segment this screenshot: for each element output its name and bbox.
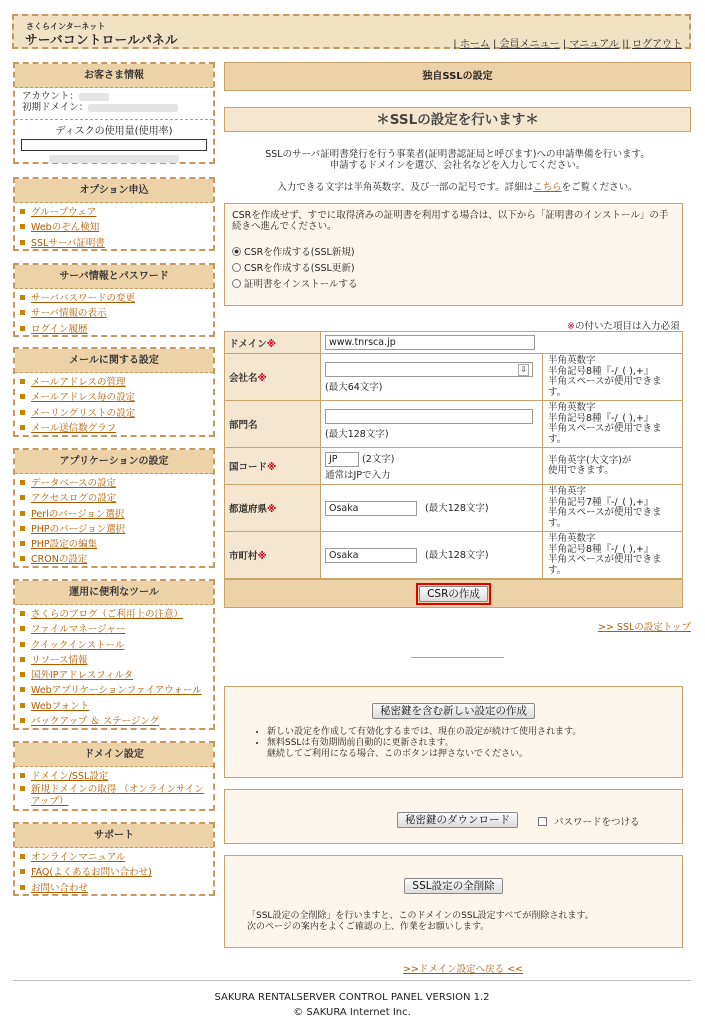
- sidebar-item-groupware[interactable]: グループウェア: [20, 205, 209, 220]
- domain-select[interactable]: www.tnrsca.jp: [325, 335, 535, 350]
- sidebar-item-new-domain[interactable]: 新規ドメインの取得 （オンラインサインアップ）: [20, 784, 209, 809]
- sidebar-item-php-config[interactable]: PHP設定の編集: [20, 537, 209, 552]
- note-line: 半角スペースが使用できます。: [548, 423, 662, 445]
- sidebar-item-online-manual[interactable]: オンラインマニュアル: [20, 850, 209, 865]
- intro-line-3-end: をご覧ください。: [561, 182, 638, 193]
- delete-note-2: 次のページの案内をよくご確認の上、作業をお願いします。: [247, 922, 490, 932]
- account-value-redacted: [79, 93, 109, 101]
- sidebar-item-ssl-cert[interactable]: SSLサーバ証明書: [20, 236, 209, 251]
- footer-copyright: © SAKURA Internet Inc.: [293, 1007, 411, 1018]
- sidebar-item-perl-version[interactable]: Perlのバージョン選択: [20, 507, 209, 522]
- tools-panel: [13, 579, 215, 730]
- required-mark: ※: [266, 338, 276, 350]
- sidebar-item-mailing-list[interactable]: メーリングリストの設定: [20, 406, 209, 421]
- company-label: [225, 354, 321, 401]
- dept-input[interactable]: [325, 409, 533, 424]
- sidebar-item-cron[interactable]: CRONの設定: [20, 552, 209, 567]
- csr-notice: CSRを作成せず、すでに取得済みの証明書を利用する場合は、以下から「証明書のインストール」の手続きへ進んでください。: [232, 210, 669, 232]
- dept-cell: [321, 401, 543, 448]
- note-line: 半角英数字: [548, 533, 596, 544]
- sidebar-item-quick-install[interactable]: クイックインストール: [20, 638, 209, 653]
- domain-label: 初期ドメイン：: [22, 102, 89, 113]
- note-line: 半角スペースが使用できます。: [548, 507, 662, 529]
- ssl-top-link[interactable]: >> SSLの設定トップ: [597, 622, 691, 633]
- new-key-notes: [267, 727, 682, 749]
- radio-install-cert-label: 証明書をインストールする: [244, 279, 358, 290]
- top-header: [12, 14, 691, 49]
- download-box: [224, 789, 683, 844]
- nav-home[interactable]: ホーム: [459, 39, 490, 50]
- password-checkbox[interactable]: [538, 817, 547, 826]
- divider: [411, 657, 504, 658]
- required-mark: ※: [267, 504, 277, 515]
- country-label: [225, 448, 321, 485]
- city-note: [543, 532, 683, 579]
- new-key-box: [224, 686, 683, 778]
- company-hint: (最大64文字): [325, 381, 383, 393]
- country-hint: (2文字): [362, 454, 395, 465]
- mail-settings-title: メールに関する設定: [15, 349, 213, 373]
- dept-hint: (最大128文字): [325, 428, 389, 440]
- country-label-text: 国コード: [229, 462, 268, 473]
- note-line: 半角英字(大文字)が: [548, 454, 632, 466]
- download-key-button[interactable]: 秘密鍵のダウンロード: [397, 812, 518, 828]
- pref-cell: [321, 485, 543, 532]
- tools-title: 運用に便利なツール: [15, 581, 213, 605]
- note-line: 半角記号8種『-/_( ),+』: [548, 365, 654, 377]
- support-title: サポート: [15, 824, 213, 848]
- sidebar-item-mail-per-address[interactable]: メールアドレス毎の設定: [20, 390, 209, 405]
- delete-note-1: 「SSL設定の全削除」を行いますと、このドメインのSSL設定すべてが削除されます。: [247, 911, 594, 921]
- city-cell: [321, 532, 543, 579]
- country-input[interactable]: JP: [325, 452, 359, 467]
- note-line: 半角スペースが使用できます。: [548, 554, 662, 576]
- note-line: 半角記号8種『-/_( ),+』: [548, 543, 654, 555]
- sidebar-item-blog[interactable]: さくらのブログ（ご利用上の注意）: [20, 607, 209, 622]
- radio-off-icon[interactable]: [232, 263, 241, 272]
- domain-value-redacted: [88, 104, 178, 112]
- domain-label: [225, 332, 321, 354]
- required-mark: ※: [267, 462, 277, 473]
- sidebar-item-faq[interactable]: FAQ(よくあるお問い合わせ): [20, 865, 209, 880]
- customer-info-panel: [13, 62, 215, 164]
- company-input[interactable]: [325, 362, 533, 377]
- note-line: 半角英数字: [548, 355, 596, 366]
- customer-info-title: お客さま情報: [15, 64, 213, 88]
- radio-csr-new-label: CSRを作成する(SSL新規): [244, 247, 355, 258]
- city-label-text: 市町村: [229, 551, 258, 562]
- pref-label: [225, 485, 321, 532]
- company-note: [543, 354, 683, 401]
- support-panel: [13, 822, 215, 896]
- sidebar-item-contact[interactable]: お問い合わせ: [20, 881, 209, 896]
- nav-manual[interactable]: マニュアル: [569, 39, 619, 50]
- create-csr-button[interactable]: CSRの作成: [419, 586, 488, 602]
- pref-label-text: 都道府県: [229, 504, 268, 515]
- intro-line-1: SSLのサーバ証明書発行を行う事業者(証明書認証局と呼びます)への申請準備を行います。: [265, 149, 650, 160]
- sidebar-item-backup[interactable]: バックアップ ＆ ステージング: [20, 714, 209, 729]
- sidebar-item-file-manager[interactable]: ファイルマネージャー: [20, 622, 209, 637]
- radio-csr-renew[interactable]: [232, 261, 675, 277]
- create-new-key-button[interactable]: 秘密鍵を含む新しい設定の作成: [372, 703, 535, 719]
- options-panel: [13, 177, 215, 251]
- note-line: 使用できます。: [548, 465, 614, 476]
- sidebar-item-php-version[interactable]: PHPのバージョン選択: [20, 522, 209, 537]
- city-input[interactable]: Osaka: [325, 548, 417, 563]
- csr-option-box: [224, 203, 683, 306]
- sidebar-item-access-log[interactable]: アクセスログの設定: [20, 491, 209, 506]
- details-link[interactable]: こちら: [533, 182, 562, 193]
- app-settings-title: アプリケーションの設定: [15, 450, 213, 474]
- sidebar-item-web-font[interactable]: Webフォント: [20, 699, 209, 714]
- footer: [13, 980, 691, 1020]
- note-item: • 無料SSLは有効期間前自動的に更新されます。: [267, 738, 682, 749]
- note-item: • 新しい設定を作成して有効化するまでは、現在の設定が続けて使用されます。: [267, 727, 682, 738]
- pref-input[interactable]: Osaka: [325, 501, 417, 516]
- server-info-title: サーバ情報とパスワード: [15, 265, 213, 289]
- required-mark: ※: [257, 551, 267, 562]
- dept-note: [543, 401, 683, 448]
- note-line: 半角記号7種『-/_( ),+』: [548, 496, 654, 508]
- domain-settings-title: ドメイン設定: [15, 743, 213, 767]
- page-title: ＊SSLの設定を行います＊: [224, 107, 691, 132]
- country-note-inline: 通常はJPで入力: [325, 470, 391, 481]
- dept-label: 部門名: [225, 401, 321, 448]
- country-cell: [321, 448, 543, 485]
- disk-usage-value-redacted: [49, 155, 179, 163]
- nav-logout[interactable]: ログアウト: [632, 39, 682, 50]
- sidebar-item-database[interactable]: データベースの設定: [20, 476, 209, 491]
- sidebar-item-domain-ssl[interactable]: ドメイン/SSL設定: [20, 769, 209, 784]
- sidebar-item-web-scan[interactable]: Webのぞん検知: [20, 220, 209, 235]
- footer-version: SAKURA RENTALSERVER CONTROL PANEL VERSION 1.2: [214, 992, 490, 1003]
- city-hint: (最大128文字): [425, 550, 489, 561]
- radio-on-icon[interactable]: [232, 247, 241, 256]
- required-note: [567, 318, 679, 332]
- pref-hint: (最大128文字): [425, 503, 489, 514]
- sidebar-item-server-info[interactable]: サーバ情報の表示: [20, 306, 209, 321]
- csr-action-bar: [224, 579, 683, 608]
- csr-form: [224, 331, 683, 606]
- ime-icon: ⇩: [520, 364, 527, 374]
- app-settings-panel: [13, 448, 215, 568]
- required-note-text: の付いた項目は入力必須: [574, 321, 680, 332]
- radio-install-cert[interactable]: [232, 277, 675, 293]
- password-checkbox-label: パスワードをつける: [554, 817, 640, 828]
- company-cell: [321, 354, 543, 401]
- note-line: 半角英字: [548, 486, 587, 497]
- nav-member-menu[interactable]: 会員メニュー: [499, 39, 560, 50]
- account-label: アカウント：: [22, 91, 79, 102]
- pref-note: [543, 485, 683, 532]
- radio-csr-new[interactable]: [232, 245, 675, 261]
- note-line: 半角英数字: [548, 402, 596, 413]
- account-info: [15, 88, 213, 116]
- logo[interactable]: サーバコントロールパネル: [25, 32, 179, 47]
- disk-usage-label: ディスクの使用量(使用率): [55, 126, 173, 137]
- radio-csr-renew-label: CSRを作成する(SSL更新): [244, 263, 355, 274]
- required-mark: ※: [257, 373, 267, 384]
- sidebar-item-resource-info[interactable]: リソース情報: [20, 653, 209, 668]
- server-info-panel: [13, 263, 215, 337]
- intro-line-2: 申請するドメインを選び、会社名などを入力してください。: [329, 160, 586, 171]
- note-line: 半角記号8種『-/_( ),+』: [548, 412, 654, 424]
- disk-usage-bar: [21, 139, 207, 151]
- csr-button-highlight: [416, 583, 491, 605]
- mail-settings-panel: [13, 347, 215, 437]
- country-note: [543, 448, 683, 485]
- sidebar-item-waf[interactable]: Webアプリケーションファイアウォール: [20, 683, 209, 698]
- options-title: オプション申込: [15, 179, 213, 203]
- city-label: [225, 532, 321, 579]
- delete-all-ssl-button[interactable]: SSL設定の全削除: [404, 878, 502, 894]
- sidebar-item-password-change[interactable]: サーバパスワードの変更: [20, 291, 209, 306]
- company-label-text: 会社名: [229, 373, 258, 384]
- sidebar-item-login-history[interactable]: ログイン履歴: [20, 322, 209, 337]
- note-line: 半角スペースが使用できます。: [548, 376, 662, 398]
- intro-line-3: 入力できる文字は半角英数字、及び一部の記号です。詳細は: [277, 182, 534, 193]
- sidebar-item-mail-graph[interactable]: メール送信数グラフ: [20, 421, 209, 436]
- delete-box: [224, 855, 683, 948]
- domain-settings-panel: [13, 741, 215, 811]
- logo-subtitle: さくらインターネット: [26, 22, 106, 31]
- domain-cell: [321, 332, 683, 354]
- sidebar-item-ip-filter[interactable]: 国外IPアドレスフィルタ: [20, 668, 209, 683]
- domain-label-text: ドメイン: [229, 338, 267, 350]
- sidebar-item-mail-address[interactable]: メールアドレスの管理: [20, 375, 209, 390]
- back-to-domain-link[interactable]: >>ドメイン設定へ戻る <<: [403, 964, 524, 975]
- radio-off-icon[interactable]: [232, 279, 241, 288]
- main-header: 独自SSLの設定: [224, 62, 691, 91]
- top-nav: | ホーム | 会員メニュー | マニュアル || ログアウト: [453, 39, 682, 50]
- note-continuation: 継続してご利用になる場合、このボタンは押さないでください。: [267, 749, 529, 759]
- intro-text: [224, 149, 691, 193]
- required-mark: ※: [567, 321, 575, 332]
- disk-usage: [15, 119, 213, 167]
